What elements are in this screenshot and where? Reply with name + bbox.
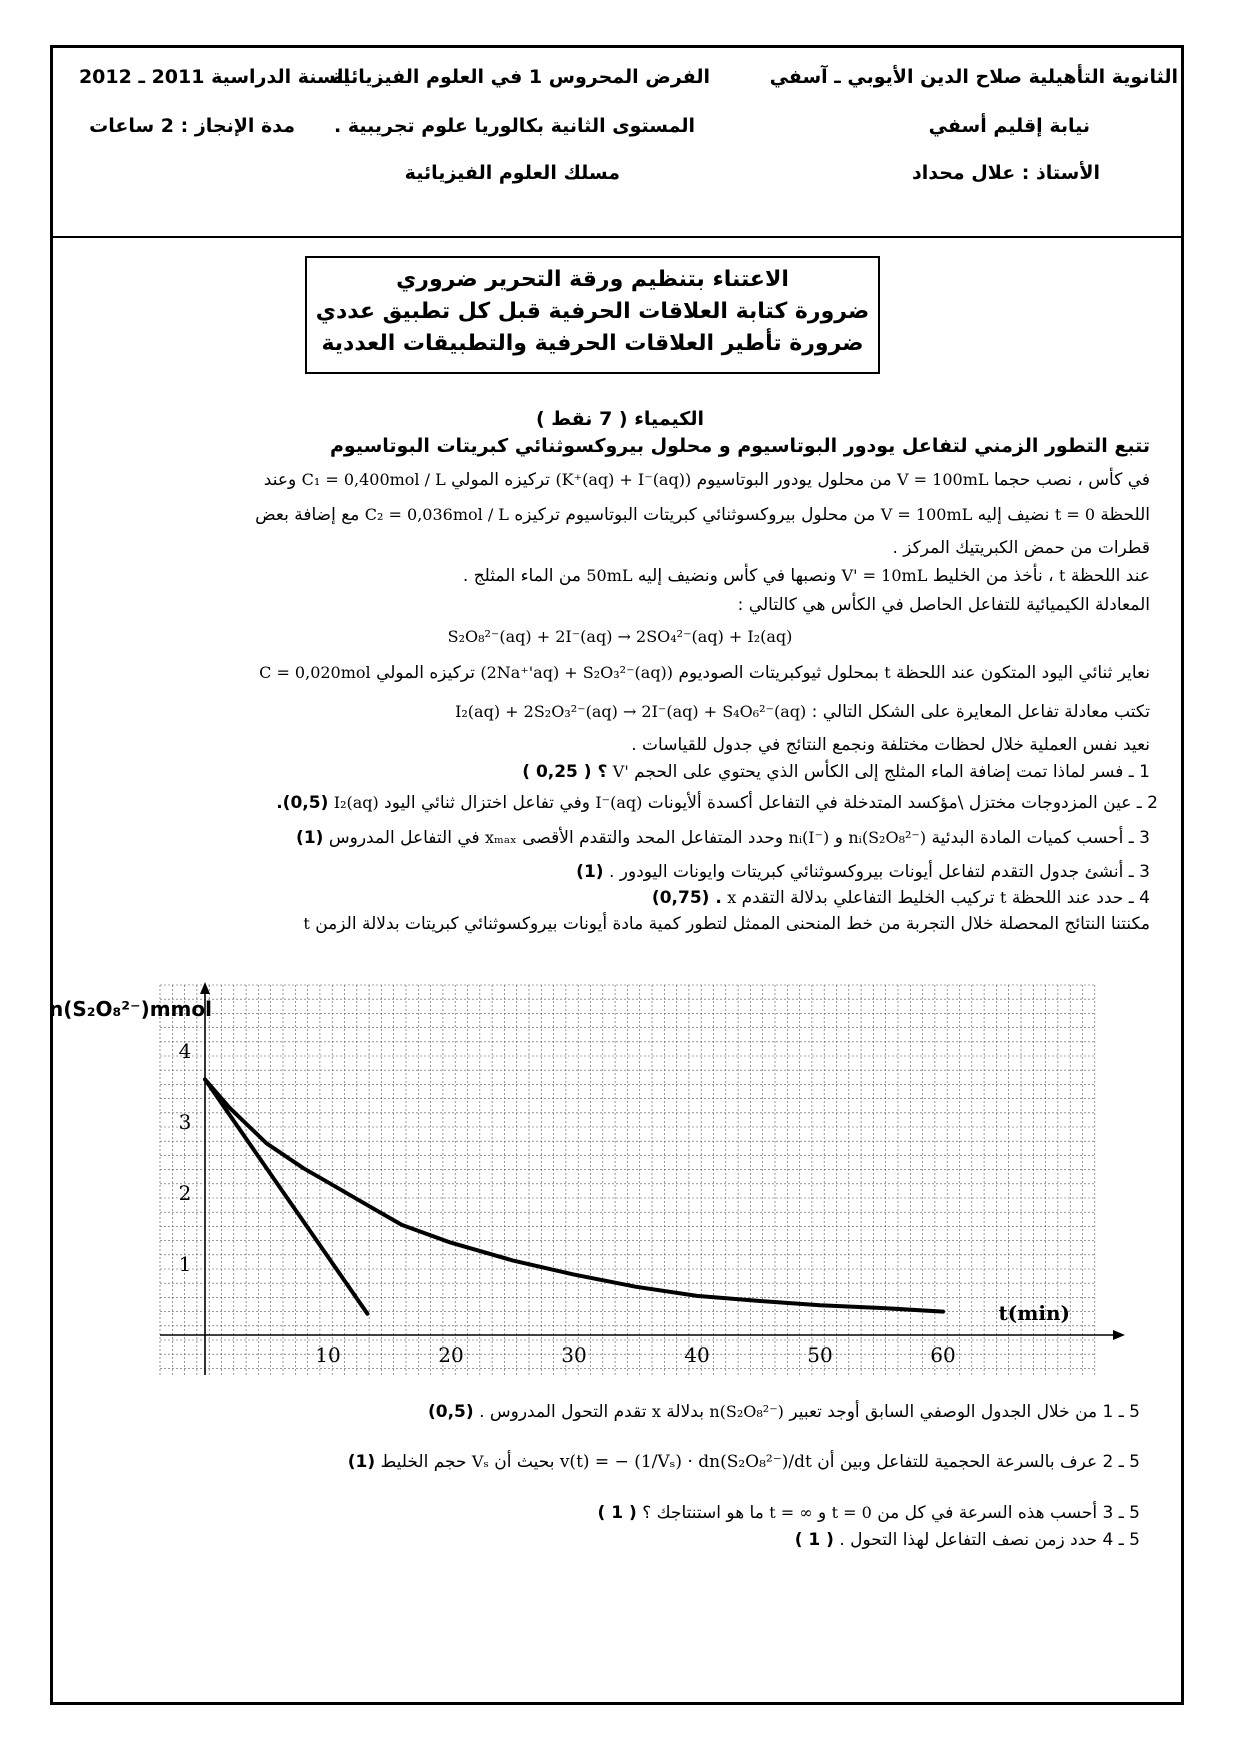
text-line-5: المعادلة الكيميائية للتفاعل الحاصل في الكأس هي كالتالي : [737, 595, 1150, 615]
school-name: الثانوية التأهيلية صلاح الدين الأيوبي ـ آسفي [769, 66, 1178, 88]
x-tick-label: 20 [438, 1343, 464, 1367]
question-5-2: 5 ـ 2 عرف بالسرعة الحجمية للتفاعل وبين أن v(t) = − (1/Vₛ) · dn(S₂O₈²⁻)/dt بحيث أن Vₛ حجم الخليط (1) [347, 1452, 1140, 1472]
x-tick-label: 40 [684, 1343, 710, 1367]
x-axis-arrow [1113, 1330, 1125, 1340]
question-3: 3 ـ أحسب كميات المادة البدئية nᵢ(S₂O₈²⁻) و nᵢ(I⁻) وحدد المتفاعل المحد والتقدم الأقصى xₘₐₓ في التفاعل المدروس (1) [296, 828, 1150, 848]
text-line-6: نعاير ثنائي اليود المتكون عند اللحظة t بمحلول ثيوكبريتات الصوديوم (2Na⁺'aq) + S₂O₃²⁻(aq)) تركيزه المولي C = 0,020mol [259, 663, 1150, 683]
notice-line-2: ضرورة كتابة العلاقات الحرفية قبل كل تطبيق عددي [315, 299, 870, 324]
y-tick-label: 4 [178, 1039, 192, 1063]
y-tick-label: 1 [178, 1252, 192, 1276]
question-5-4: 5 ـ 4 حدد زمن نصف التفاعل لهذا التحول . ( 1 ) [794, 1530, 1140, 1550]
series-line-tangent [205, 1079, 367, 1313]
header-divider [50, 236, 1184, 238]
series-line-n-s2o8 [205, 1079, 943, 1311]
level: المستوى الثانية بكالوريا علوم تجريبية . [334, 115, 695, 137]
text-line-7: تكتب معادلة تفاعل المعايرة على الشكل التالي : I₂(aq) + 2S₂O₃²⁻(aq) → 2I⁻(aq) + S₄O₆²⁻(aq) [455, 702, 1150, 722]
x-tick-label: 10 [315, 1343, 341, 1367]
question-5-1: 5 ـ 1 من خلال الجدول الوصفي السابق أوجد تعبير n(S₂O₈²⁻) بدلالة x تقدم التحول المدروس . (0,5) [427, 1402, 1140, 1422]
text-line-4: عند اللحظة t ، نأخذ من الخليط V' = 10mL ونصبها في كأس ونضيف إليه 50mL من الماء المثلج . [462, 566, 1150, 586]
question-1: 1 ـ فسر لماذا تمت إضافة الماء المثلج إلى الكأس الذي يحتوي على الحجم V' ؟ ( 0,25 ) [522, 762, 1150, 782]
text-line-1: في كأس ، نصب حجما V = 100mL من محلول يودور البوتاسيوم (K⁺(aq) + I⁻(aq)) تركيزه المولي C₁ = 0,400mol / L وعند [263, 470, 1150, 490]
text-line-8: نعيد نفس العملية خلال لحظات مختلفة ونجمع النتائج في جدول للقياسات . [631, 735, 1150, 755]
section-subtitle: تتبع التطور الزمني لتفاعل يودور البوتاسيوم و محلول بيروكسوثنائي كبريتات البوتاسيوم [329, 435, 1150, 457]
concentration-time-chart [48, 980, 1140, 1385]
text-line-2: اللحظة t = 0 نضيف إليه V = 100mL من محلول بيروكسوثنائي كبريتات البوتاسيوم تركيزه C₂ = 0,036mol / L مع إضافة بعض [255, 505, 1150, 525]
equation-1: S₂O₈²⁻(aq) + 2I⁻(aq) → 2SO₄²⁻(aq) + I₂(aq) [447, 627, 793, 646]
y-axis-arrow [200, 982, 210, 994]
y-axis-label: n(S₂O₈²⁻)mmol [48, 997, 212, 1021]
question-3-bis: 3 ـ أنشئ جدول التقدم لتفاعل أيونات بيروكسوثنائي كبريتات وايونات اليودور . (1) [576, 862, 1150, 882]
x-tick-label: 30 [561, 1343, 587, 1367]
exam-title: الفرض المحروس 1 في العلوم الفيزيائية [331, 66, 710, 88]
notice-box [305, 256, 880, 374]
section-title: الكيمياء ( 7 نقط ) [535, 408, 705, 430]
x-tick-label: 60 [930, 1343, 956, 1367]
x-axis-label: t(min) [998, 1301, 1070, 1325]
teacher: الأستاذ : علال محداد [911, 162, 1100, 184]
chart-grid [160, 985, 1095, 1375]
text-line-3: قطرات من حمض الكبريتيك المركز . [892, 538, 1150, 558]
curve-intro: مكنتنا النتائج المحصلة خلال التجربة من خط المنحنى الممثل لتطور كمية مادة أيونات بيروكسوثنائي كبريتات بدلالة الزمن t [303, 914, 1150, 934]
notice-line-1: الاعتناء بتنظيم ورقة التحرير ضروري [396, 267, 789, 292]
delegation: نيابة إقليم أسفي [928, 115, 1090, 137]
question-4: 4 ـ حدد عند اللحظة t تركيب الخليط التفاعلي بدلالة التقدم x . (0,75) [651, 888, 1150, 908]
notice-line-3: ضرورة تأطير العلاقات الحرفية والتطبيقات العددية [321, 331, 864, 356]
question-5-3: 5 ـ 3 أحسب هذه السرعة في كل من t = 0 و t = ∞ ما هو استنتاجك ؟ ( 1 ) [597, 1503, 1140, 1523]
duration: مدة الإنجاز : 2 ساعات [89, 115, 295, 137]
track: مسلك العلوم الفيزيائية [404, 162, 620, 184]
school-year: السنة الدراسية 2011 ـ 2012 [78, 66, 350, 88]
question-2: 2 ـ عين المزدوجات مختزل \مؤكسد المتدخلة في التفاعل أكسدة ألأيونات I⁻(aq) وفي تفاعل اختزال ثنائي اليود I₂(aq) (0,5). [276, 793, 1158, 813]
y-tick-label: 2 [178, 1181, 192, 1205]
y-tick-label: 3 [178, 1110, 192, 1134]
x-tick-label: 50 [807, 1343, 833, 1367]
